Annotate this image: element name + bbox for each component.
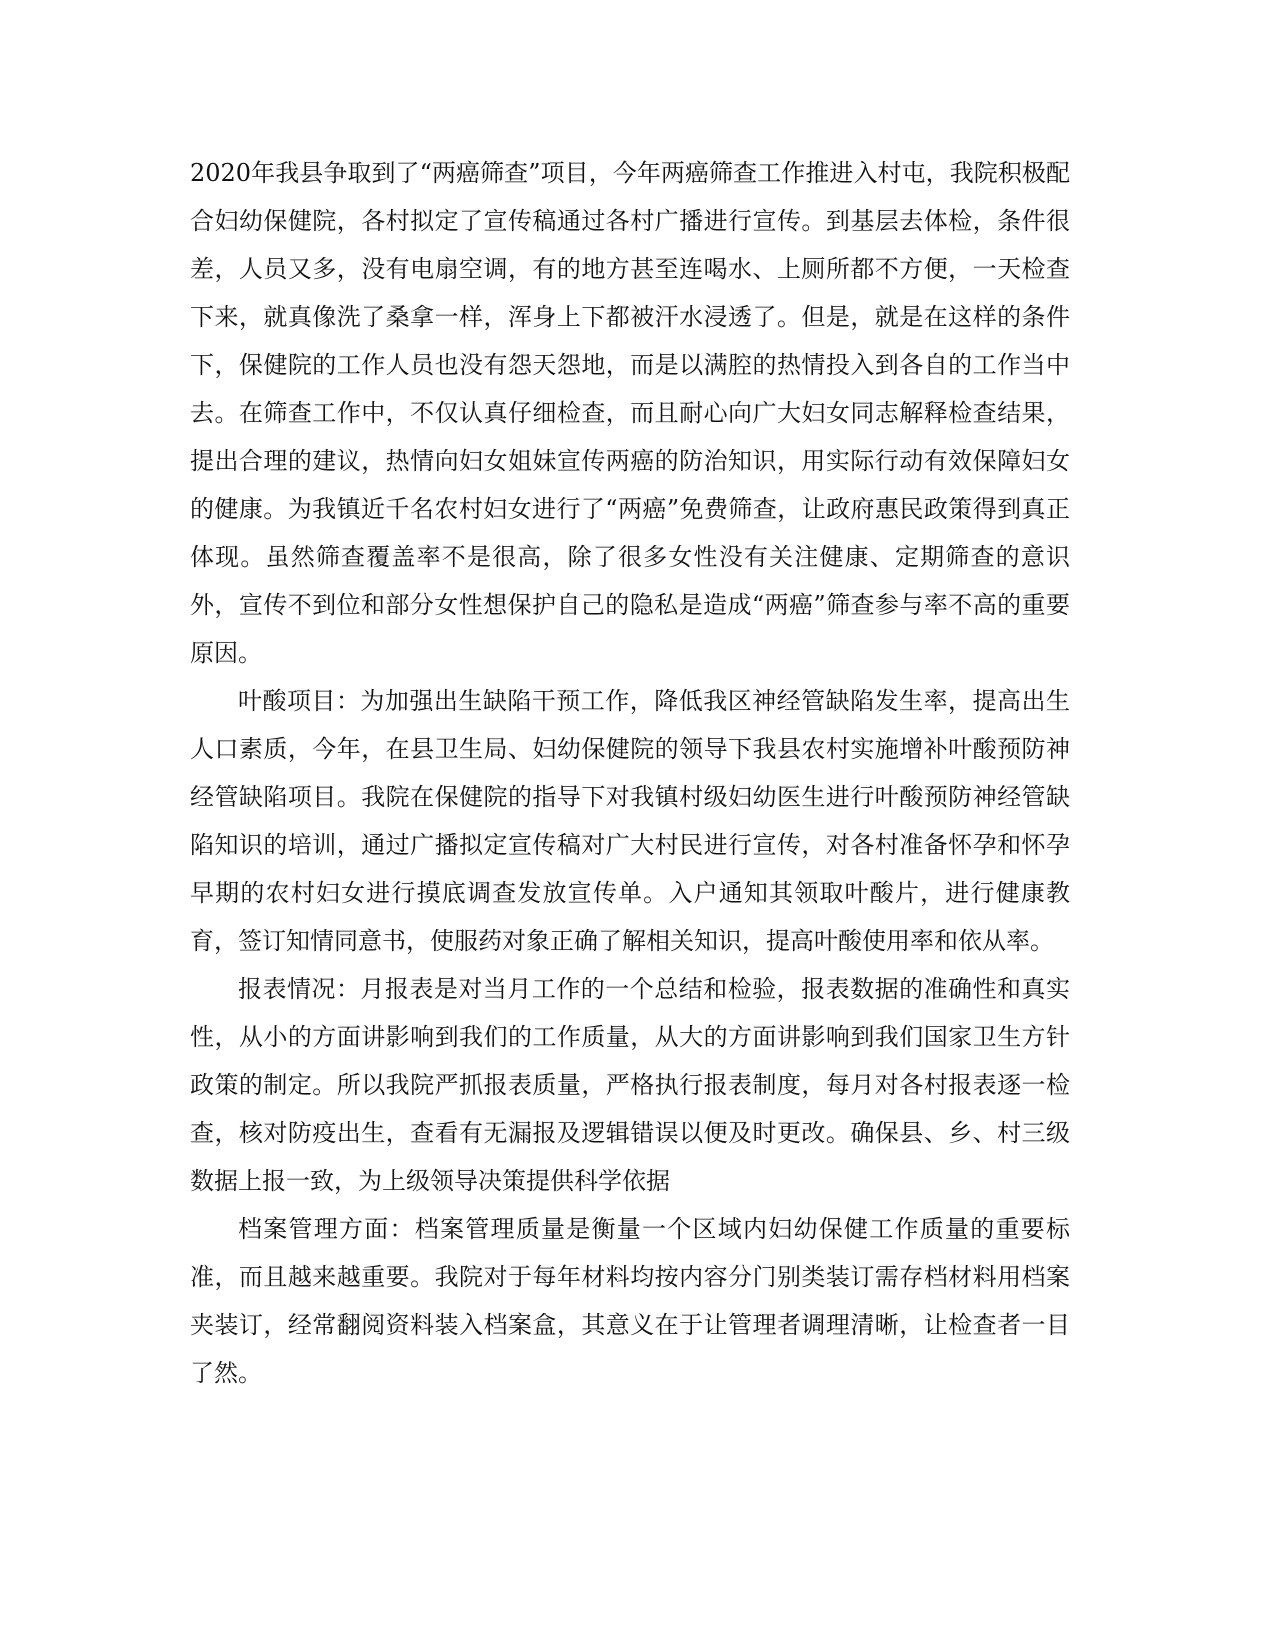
- document-body: [190, 149, 1070, 1397]
- paragraph-two-cancer-screening: 2020年我县争取到了“两癌筛查”项目，今年两癌筛查工作推进入村屯，我院积极配合妇幼保健院，各村拟定了宣传稿通过各村广播进行宣传。到基层去体检，条件很差，人员又多，没有电扇空调，有的地方甚至连喝水、上厕所都不方便，一天检查下来，就真像洗了桑拿一样，浑身上下都被汗水浸透了。但是，就是在这样的条件下，保健院的工作人员也没有怨天怨地，而是以满腔的热情投入到各自的工作当中去。在筛查工作中，不仅认真仔细检查，而且耐心向广大妇女同志解释检查结果，提出合理的建议，热情向妇女姐妹宣传两癌的防治知识，用实际行动有效保障妇女的健康。为我镇近千名农村妇女进行了“两癌”免费筛查，让政府惠民政策得到真正体现。虽然筛查覆盖率不是很高，除了很多女性没有关注健康、定期筛查的意识外，宣传不到位和部分女性想保护自己的隐私是造成“两癌”筛查参与率不高的重要原因。: [190, 159, 1070, 667]
- paragraph-folic-acid-project: 叶酸项目：为加强出生缺陷干预工作，降低我区神经管缺陷发生率，提高出生人口素质，今年，在县卫生局、妇幼保健院的领导下我县农村实施增补叶酸预防神经管缺陷项目。我院在保健院的指导下对我镇村级妇幼医生进行叶酸预防神经管缺陷知识的培训，通过广播拟定宣传稿对广大村民进行宣传，对各村准备怀孕和怀孕早期的农村妇女进行摸底调查发放宣传单。入户通知其领取叶酸片，进行健康教育，签订知情同意书，使服药对象正确了解相关知识，提高叶酸使用率和依从率。: [190, 687, 1070, 955]
- paragraph-report-situation: 报表情况：月报表是对当月工作的一个总结和检验，报表数据的准确性和真实性，从小的方面讲影响到我们的工作质量，从大的方面讲影响到我们国家卫生方针政策的制定。所以我院严抓报表质量，严格执行报表制度，每月对各村报表逐一检查，核对防疫出生，查看有无漏报及逻辑错误以便及时更改。确保县、乡、村三级数据上报一致，为上级领导决策提供科学依据: [190, 975, 1070, 1195]
- paragraph-archive-management: 档案管理方面：档案管理质量是衡量一个区域内妇幼保健工作质量的重要标准，而且越来越重要。我院对于每年材料均按内容分门别类装订需存档材料用档案夹装订，经常翻阅资料装入档案盒，其意义在于让管理者调理清晰，让检查者一目了然。: [190, 1215, 1070, 1387]
